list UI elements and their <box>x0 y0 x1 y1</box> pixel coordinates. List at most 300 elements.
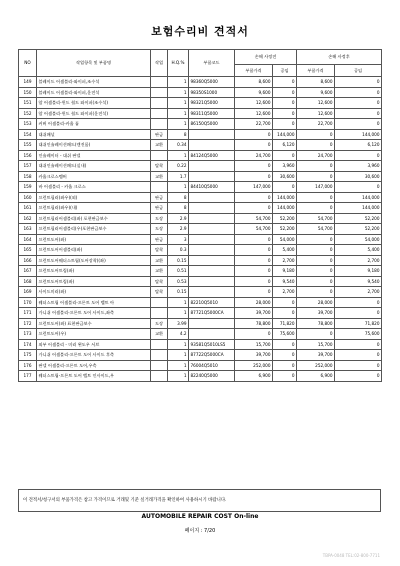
row-after-part-price: 252,000 <box>297 360 335 371</box>
row-before-labor: 0 <box>273 108 297 119</box>
header-work: 작업 <box>151 50 168 77</box>
row-before-labor: 5,400 <box>273 245 297 256</box>
row-item: 인슐레이터 - 대쉬 판넬 <box>37 150 151 161</box>
table-row <box>19 371 382 382</box>
row-before-labor: 0 <box>273 150 297 161</box>
row-no: 160 <box>19 192 37 203</box>
row-item: 판넬 어셈블리-프론트 도어,우측 <box>37 360 151 371</box>
row-no: 173 <box>19 329 37 340</box>
row-after-labor: 0 <box>335 297 382 308</box>
row-hq: 1 <box>168 119 189 130</box>
row-after-part-price: 0 <box>297 245 335 256</box>
row-code: 93581Q5010LS5 <box>189 339 235 350</box>
table-row <box>19 203 382 214</box>
row-before-part-price: 0 <box>235 276 273 287</box>
row-item: 커버 어셈블리-카울 톱 <box>37 119 151 130</box>
table-row <box>19 182 382 193</box>
row-before-labor: 0 <box>273 98 297 109</box>
row-after-labor: 0 <box>335 350 382 361</box>
row-after-labor: 52,200 <box>335 213 382 224</box>
table-row <box>19 287 382 298</box>
row-item: 대쉬패널 <box>37 129 151 140</box>
row-before-part-price: 0 <box>235 266 273 277</box>
row-code <box>189 171 235 182</box>
table-row <box>19 150 382 161</box>
row-before-part-price: 9,600 <box>235 87 273 98</box>
row-item: 바 어셈블리 - 카울 크로스 <box>37 182 151 193</box>
row-after-labor: 144,000 <box>335 129 382 140</box>
table-row <box>19 224 382 235</box>
row-work: 도장 <box>151 318 168 329</box>
row-code <box>189 234 235 245</box>
row-after-part-price: 24,700 <box>297 150 335 161</box>
row-code: 98360Q5000 <box>189 77 235 88</box>
row-no: 163 <box>19 224 37 235</box>
row-no: 153 <box>19 119 37 130</box>
row-work <box>151 87 168 98</box>
row-after-part-price: 54,700 <box>297 213 335 224</box>
row-after-labor: 0 <box>335 371 382 382</box>
row-hq: 0.34 <box>168 140 189 151</box>
row-no: 175 <box>19 350 37 361</box>
row-work <box>151 98 168 109</box>
row-before-part-price: 78,800 <box>235 318 273 329</box>
row-code: 76004Q5010 <box>189 360 235 371</box>
table-row <box>19 87 382 98</box>
row-before-part-price: 0 <box>235 234 273 245</box>
row-no: 156 <box>19 150 37 161</box>
table-row <box>19 140 382 151</box>
row-code: 98311Q5000 <box>189 108 235 119</box>
row-no: 172 <box>19 318 37 329</box>
row-after-labor: 52,200 <box>335 224 382 235</box>
table-row <box>19 329 382 340</box>
row-after-part-price: 0 <box>297 171 335 182</box>
row-hq: 3.99 <box>168 318 189 329</box>
row-item: 가니쉬 어셈블리-프론트 도어 사이드 후측 <box>37 350 151 361</box>
row-code <box>189 255 235 266</box>
row-code: 82210Q5010 <box>189 297 235 308</box>
row-no: 159 <box>19 182 37 193</box>
row-after-labor: 9,180 <box>335 266 382 277</box>
row-work: 탈착 <box>151 161 168 172</box>
row-hq: 0.53 <box>168 276 189 287</box>
row-hq: 1 <box>168 182 189 193</box>
row-before-part-price: 0 <box>235 161 273 172</box>
row-before-labor: 144,000 <box>273 129 297 140</box>
row-item: 카울크로스멤버 <box>37 171 151 182</box>
row-code: 87722Q5000CA <box>189 350 235 361</box>
row-hq: 8 <box>168 203 189 214</box>
row-before-part-price: 0 <box>235 203 273 214</box>
row-before-part-price: 22,700 <box>235 119 273 130</box>
row-code: 82240Q5000 <box>189 371 235 382</box>
table-row <box>19 318 382 329</box>
row-after-part-price: 0 <box>297 140 335 151</box>
row-work: 도장 <box>151 224 168 235</box>
table-row <box>19 297 382 308</box>
row-item: 웨더스트립 어셈블리-프론트 도어 벨트 아 <box>37 297 151 308</box>
row-code: 98321Q5000 <box>189 98 235 109</box>
row-before-part-price: 252,000 <box>235 360 273 371</box>
row-hq: 1 <box>168 308 189 319</box>
table-row <box>19 234 382 245</box>
row-code: 87721Q5000CA <box>189 308 235 319</box>
row-hq: 8 <box>168 129 189 140</box>
table-row <box>19 255 382 266</box>
page-indicator: 페이지 : 7/20 <box>184 528 216 534</box>
estimate-table <box>18 49 382 382</box>
table-row <box>19 245 382 256</box>
row-before-labor: 3,960 <box>273 161 297 172</box>
row-work <box>151 77 168 88</box>
row-before-labor: 2,700 <box>273 287 297 298</box>
row-after-part-price: 147,000 <box>297 182 335 193</box>
row-work <box>151 371 168 382</box>
row-after-labor: 30,600 <box>335 171 382 182</box>
row-before-labor: 144,000 <box>273 203 297 214</box>
row-after-labor: 0 <box>335 339 382 350</box>
row-before-labor: 0 <box>273 360 297 371</box>
row-hq: 1 <box>168 297 189 308</box>
row-before-labor: 144,000 <box>273 192 297 203</box>
row-item: 블레이드 어셈블리-와이퍼,조수석 <box>37 77 151 88</box>
header-item: 작업항목 및 부품명 <box>37 50 151 77</box>
row-before-labor: 9,540 <box>273 276 297 287</box>
watermark: TBPA-0048 TEL:02-800-7711 <box>322 553 380 558</box>
row-before-part-price: 0 <box>235 287 273 298</box>
row-hq: 1 <box>168 77 189 88</box>
row-no: 151 <box>19 98 37 109</box>
row-work <box>151 182 168 193</box>
row-after-labor: 144,000 <box>335 192 382 203</box>
row-hq: 1 <box>168 371 189 382</box>
row-work <box>151 108 168 119</box>
row-no: 164 <box>19 234 37 245</box>
row-item: 암 어셈블리-윈드 쉴드 와이퍼(운전석) <box>37 108 151 119</box>
row-after-part-price: 54,700 <box>297 224 335 235</box>
row-before-labor: 71,820 <box>273 318 297 329</box>
row-hq: 1 <box>168 339 189 350</box>
row-after-labor: 0 <box>335 108 382 119</box>
row-hq: 1 <box>168 360 189 371</box>
table-row <box>19 360 382 371</box>
row-after-labor: 144,000 <box>335 203 382 214</box>
row-before-labor: 54,000 <box>273 234 297 245</box>
row-after-labor: 0 <box>335 360 382 371</box>
row-item: 프런트필러어셈블리(좌) 포현판금보수 <box>37 213 151 224</box>
row-after-labor: 0 <box>335 98 382 109</box>
row-before-part-price: 0 <box>235 255 273 266</box>
row-after-labor: 75,600 <box>335 329 382 340</box>
row-no: 168 <box>19 276 37 287</box>
row-after-part-price: 12,600 <box>297 98 335 109</box>
row-item: 프런트도어트림(좌) <box>37 276 151 287</box>
row-item: 암 어셈블리-윈드 쉴드 와이퍼(조수석) <box>37 98 151 109</box>
row-after-part-price: 0 <box>297 203 335 214</box>
row-item: 가니쉬 어셈블리-프론트 도어 사이드,좌측 <box>37 308 151 319</box>
row-no: 157 <box>19 161 37 172</box>
row-work: 판금 <box>151 129 168 140</box>
row-before-part-price: 8,600 <box>235 77 273 88</box>
row-code <box>189 266 235 277</box>
row-work: 판금 <box>151 234 168 245</box>
row-before-labor: 30,600 <box>273 171 297 182</box>
row-after-part-price: 15,700 <box>297 339 335 350</box>
row-hq: 0.3 <box>168 245 189 256</box>
header-after: 손해 사정후 <box>297 50 382 65</box>
table-row <box>19 192 382 203</box>
row-work <box>151 150 168 161</box>
row-before-part-price: 12,600 <box>235 98 273 109</box>
row-after-part-price: 0 <box>297 287 335 298</box>
row-hq: 1.7 <box>168 171 189 182</box>
row-before-part-price: 12,600 <box>235 108 273 119</box>
row-hq: 2.9 <box>168 224 189 235</box>
row-no: 170 <box>19 297 37 308</box>
row-after-labor: 5,400 <box>335 245 382 256</box>
row-code <box>189 318 235 329</box>
row-code <box>189 224 235 235</box>
row-before-labor: 0 <box>273 77 297 88</box>
row-after-part-price: 9,600 <box>297 87 335 98</box>
row-before-labor: 6,120 <box>273 140 297 151</box>
row-work: 교환 <box>151 266 168 277</box>
table-row <box>19 350 382 361</box>
row-no: 176 <box>19 360 37 371</box>
row-work: 탈착 <box>151 276 168 287</box>
header-before-part-price: 부품가격 <box>235 65 273 77</box>
row-before-part-price: 0 <box>235 129 273 140</box>
table-row <box>19 339 382 350</box>
row-after-part-price: 39,700 <box>297 308 335 319</box>
header-no: NO <box>19 50 37 77</box>
row-work: 도장 <box>151 213 168 224</box>
row-work: 판금 <box>151 203 168 214</box>
table-row <box>19 276 382 287</box>
row-work <box>151 360 168 371</box>
row-code <box>189 245 235 256</box>
row-before-part-price: 39,700 <box>235 308 273 319</box>
row-hq: 0.15 <box>168 287 189 298</box>
table-row <box>19 98 382 109</box>
row-code <box>189 287 235 298</box>
row-before-part-price: 24,700 <box>235 150 273 161</box>
row-after-part-price: 0 <box>297 276 335 287</box>
row-work: 교환 <box>151 140 168 151</box>
row-hq: 0.22 <box>168 161 189 172</box>
row-item: 프런트도어(좌) <box>37 234 151 245</box>
table-header <box>19 50 382 77</box>
row-hq: 4.2 <box>168 329 189 340</box>
row-code <box>189 203 235 214</box>
row-before-part-price: 54,700 <box>235 213 273 224</box>
row-work <box>151 308 168 319</box>
row-before-labor: 52,200 <box>273 213 297 224</box>
row-after-labor: 6,120 <box>335 140 382 151</box>
row-code: 84410Q5000 <box>189 182 235 193</box>
row-before-part-price: 147,000 <box>235 182 273 193</box>
row-code <box>189 161 235 172</box>
row-before-part-price: 0 <box>235 140 273 151</box>
header-code: 부품코드 <box>189 50 235 77</box>
row-code: 84124Q5000 <box>189 150 235 161</box>
row-after-part-price: 6,900 <box>297 371 335 382</box>
document-title: 보험수리비 견적서 <box>151 25 249 38</box>
row-no: 174 <box>19 339 37 350</box>
row-no: 150 <box>19 87 37 98</box>
row-after-part-price: 0 <box>297 234 335 245</box>
row-before-part-price: 28,000 <box>235 297 273 308</box>
row-after-part-price: 0 <box>297 192 335 203</box>
row-item: 블레이드 어셈블리-와이퍼,운전석 <box>37 87 151 98</box>
row-before-labor: 0 <box>273 119 297 130</box>
row-item: 외부 어셈블리 - 미러 왼도우 서브 <box>37 339 151 350</box>
row-hq: 0.51 <box>168 266 189 277</box>
row-before-part-price: 15,700 <box>235 339 273 350</box>
row-work: 교환 <box>151 329 168 340</box>
table-row <box>19 161 382 172</box>
row-before-labor: 0 <box>273 87 297 98</box>
row-before-labor: 9,180 <box>273 266 297 277</box>
row-work: 탈착 <box>151 287 168 298</box>
row-no: 149 <box>19 77 37 88</box>
table-row <box>19 119 382 130</box>
row-before-part-price: 0 <box>235 329 273 340</box>
row-work <box>151 119 168 130</box>
row-before-part-price: 0 <box>235 245 273 256</box>
row-no: 154 <box>19 129 37 140</box>
row-no: 171 <box>19 308 37 319</box>
row-before-part-price: 39,700 <box>235 350 273 361</box>
header-hq: H.Q.% <box>168 50 189 77</box>
row-work: 탈착 <box>151 245 168 256</box>
row-after-part-price: 12,600 <box>297 108 335 119</box>
table-row <box>19 213 382 224</box>
row-after-part-price: 22,700 <box>297 119 335 130</box>
row-before-labor: 0 <box>273 339 297 350</box>
row-before-part-price: 54,700 <box>235 224 273 235</box>
row-after-part-price: 0 <box>297 255 335 266</box>
row-before-labor: 0 <box>273 308 297 319</box>
row-after-part-price: 0 <box>297 329 335 340</box>
row-item: 프런트도어(우) <box>37 329 151 340</box>
table-row <box>19 129 382 140</box>
row-no: 155 <box>19 140 37 151</box>
row-item: 사이드미러(좌) <box>37 287 151 298</box>
row-after-labor: 0 <box>335 150 382 161</box>
row-no: 158 <box>19 171 37 182</box>
row-item: 대쉬인슐레이션패드(실내) <box>37 161 151 172</box>
row-item: 프런트필러어셈블리(우)포현판금보수 <box>37 224 151 235</box>
row-after-part-price: 8,600 <box>297 77 335 88</box>
row-item: 대쉬인슐레이션패드(엔진룸) <box>37 140 151 151</box>
row-after-part-price: 78,800 <box>297 318 335 329</box>
row-after-labor: 0 <box>335 87 382 98</box>
row-before-part-price: 0 <box>235 171 273 182</box>
row-before-part-price: 6,900 <box>235 371 273 382</box>
row-after-labor: 3,960 <box>335 161 382 172</box>
table-row <box>19 171 382 182</box>
row-no: 166 <box>19 255 37 266</box>
row-code <box>189 276 235 287</box>
row-work <box>151 350 168 361</box>
row-hq: 1 <box>168 150 189 161</box>
row-after-labor: 9,540 <box>335 276 382 287</box>
row-no: 162 <box>19 213 37 224</box>
footer-brand: AUTOMOBILE REPAIR COST On-line <box>141 513 259 520</box>
header-before-labor: 공임 <box>273 65 297 77</box>
row-before-part-price: 0 <box>235 192 273 203</box>
row-work <box>151 297 168 308</box>
row-code: 98350S1000 <box>189 87 235 98</box>
row-item: 웨더스트립-프론트 도어 벨트 인사이드,우 <box>37 371 151 382</box>
row-before-labor: 0 <box>273 350 297 361</box>
row-after-labor: 0 <box>335 119 382 130</box>
row-after-labor: 2,700 <box>335 287 382 298</box>
table-row <box>19 77 382 88</box>
row-code: 86150Q5000 <box>189 119 235 130</box>
row-after-labor: 2,700 <box>335 255 382 266</box>
row-no: 152 <box>19 108 37 119</box>
row-no: 169 <box>19 287 37 298</box>
row-no: 161 <box>19 203 37 214</box>
row-item: 프런트필러(좌우)(외) <box>37 192 151 203</box>
row-no: 177 <box>19 371 37 382</box>
row-work: 교환 <box>151 255 168 266</box>
row-no: 165 <box>19 245 37 256</box>
row-before-labor: 52,200 <box>273 224 297 235</box>
row-no: 167 <box>19 266 37 277</box>
row-after-part-price: 0 <box>297 266 335 277</box>
row-hq: 1 <box>168 350 189 361</box>
row-before-labor: 75,600 <box>273 329 297 340</box>
row-work: 교환 <box>151 171 168 182</box>
row-hq: 1 <box>168 87 189 98</box>
row-hq: 1 <box>168 108 189 119</box>
row-code <box>189 329 235 340</box>
header-after-labor: 공임 <box>335 65 382 77</box>
row-hq: 2.9 <box>168 213 189 224</box>
table-row <box>19 266 382 277</box>
row-item: 프런트도어트림(좌) <box>37 266 151 277</box>
row-after-part-price: 39,700 <box>297 350 335 361</box>
row-code <box>189 192 235 203</box>
row-after-labor: 0 <box>335 182 382 193</box>
table-row <box>19 108 382 119</box>
row-work <box>151 339 168 350</box>
row-after-labor: 0 <box>335 77 382 88</box>
row-after-labor: 54,000 <box>335 234 382 245</box>
table-body <box>19 77 382 382</box>
row-after-part-price: 0 <box>297 161 335 172</box>
row-code <box>189 140 235 151</box>
row-item: 프런트도어어셈블리(좌) <box>37 245 151 256</box>
row-item: 프런트도어웨더스트립(도어장착)(좌) <box>37 255 151 266</box>
row-after-labor: 71,820 <box>335 318 382 329</box>
row-hq: 3 <box>168 234 189 245</box>
row-hq: 0.15 <box>168 255 189 266</box>
row-item: 프런트필러(좌우)(내) <box>37 203 151 214</box>
row-item: 프런트도어(좌) 표현판금보수 <box>37 318 151 329</box>
row-before-labor: 0 <box>273 371 297 382</box>
row-hq: 1 <box>168 98 189 109</box>
row-after-part-price: 28,000 <box>297 297 335 308</box>
row-work: 판금 <box>151 192 168 203</box>
row-before-labor: 0 <box>273 182 297 193</box>
row-code <box>189 129 235 140</box>
row-before-labor: 2,700 <box>273 255 297 266</box>
